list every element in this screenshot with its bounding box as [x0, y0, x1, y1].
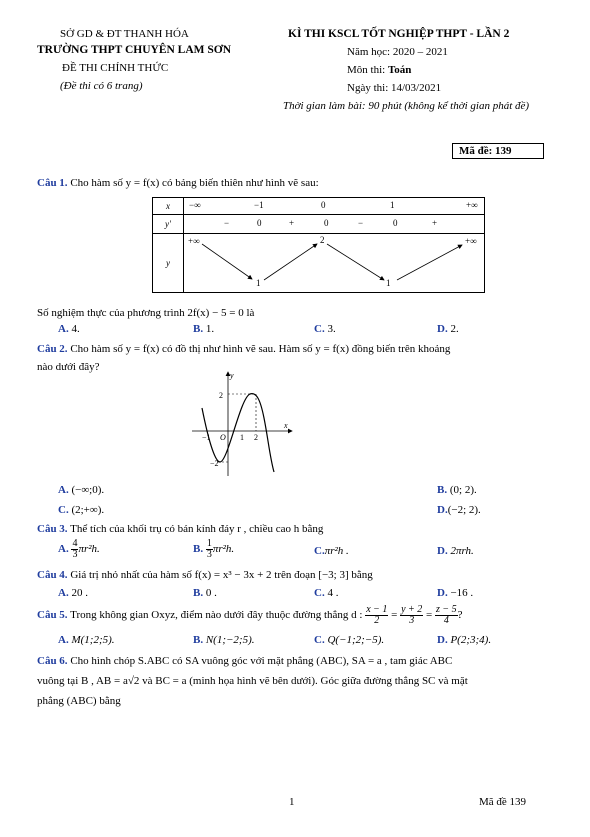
vt-x-2: −1 — [254, 200, 264, 210]
q1-stem: Câu 1. Cho hàm số y = f(x) có bảng biến thiên như hình vẽ sau: — [37, 177, 319, 189]
vt-sign-5: − — [358, 218, 364, 228]
q3-option-b[interactable]: B. $\frac{1}{3}$ πr²h. — [193, 538, 235, 560]
vt-x-label: x — [153, 198, 184, 215]
q5-option-c[interactable]: C. Q(−1;2;−5). — [314, 634, 385, 646]
vt-x-4: 1 — [390, 200, 395, 210]
vt-yp-label: y' — [153, 215, 184, 234]
vt-sign-3: + — [289, 218, 295, 228]
q2-option-c[interactable]: C. (2;+∞). — [58, 504, 105, 516]
vt-sign-1: − — [224, 218, 230, 228]
q1-option-b[interactable]: B. 1. — [193, 323, 215, 335]
graph-tick-ym2: −2 — [210, 459, 219, 468]
q1-option-d[interactable]: D. 2. — [437, 323, 459, 335]
q5-option-d[interactable]: D. P(2;3;4). — [437, 634, 492, 646]
q1-option-c[interactable]: C. 3. — [314, 323, 336, 335]
q5-option-b[interactable]: B. N(1;−2;5). — [193, 634, 255, 646]
subject-line: Môn thi: Toán — [347, 64, 412, 76]
q2-option-d[interactable]: D.(−2; 2). — [437, 504, 481, 516]
q1-after: Số nghiệm thực của phương trình 2f(x) − 5 = 0 là — [37, 307, 255, 319]
q4-option-c[interactable]: C. 4 . — [314, 587, 339, 599]
vt-sign-6: 0 — [393, 218, 398, 228]
vt-y-1: +∞ — [188, 236, 200, 246]
q4-option-d[interactable]: D. −16 . — [437, 587, 474, 599]
page-number: 1 — [289, 796, 295, 808]
q4-option-a[interactable]: A. 20 . — [58, 587, 88, 599]
q2-option-a[interactable]: A. (−∞;0). — [58, 484, 105, 496]
vt-x-1: −∞ — [189, 200, 201, 210]
vt-sign-2: 0 — [257, 218, 262, 228]
exam-date: Ngày thi: 14/03/2021 — [347, 82, 442, 94]
q3-option-d[interactable]: D. 2πrh. — [437, 545, 474, 557]
q2-stem-line1: Câu 2. Cho hàm số y = f(x) có đồ thị như hình vẽ sau. Hàm số y = f(x) đồng biến trên khoảng — [37, 343, 451, 355]
q3-stem: Câu 3. Thể tích của khối trụ có bán kính đáy r , chiều cao h bằng — [37, 523, 324, 535]
q6-line3: phẳng (ABC) bằng — [37, 695, 121, 707]
graph-tick-y2: 2 — [219, 391, 223, 400]
vt-y-2: 1 — [256, 278, 261, 288]
footer-exam-code: Mã đề 139 — [479, 796, 527, 808]
vt-y-label: y — [153, 234, 184, 293]
pages-note: (Đề thi có 6 trang) — [60, 80, 143, 92]
q4-stem: Câu 4. Giá trị nhỏ nhất của hàm số f(x) = x³ − 3x + 2 trên đoạn [−3; 3] bằng — [37, 569, 373, 581]
vt-x-3: 0 — [321, 200, 326, 210]
q6-line1: Câu 6. Cho hình chóp S.ABC có SA vuông góc với mặt phẳng (ABC), SA = a , tam giác ABC — [37, 655, 453, 667]
q3-option-c[interactable]: C.πr²h . — [314, 545, 349, 557]
graph-tick-x1: 1 — [240, 433, 244, 442]
graph-origin: O — [220, 433, 226, 442]
exam-code-box: Mã đề: 139 — [452, 143, 544, 159]
function-graph — [188, 368, 298, 480]
exam-title: KÌ THI KSCL TỐT NGHIỆP THPT - LẦN 2 — [288, 28, 510, 40]
official-label: ĐỀ THI CHÍNH THỨC — [62, 62, 169, 74]
graph-x-label: x — [284, 421, 288, 430]
variation-table — [152, 197, 485, 293]
q2-option-b[interactable]: B. (0; 2). — [437, 484, 477, 496]
q5-stem: Câu 5. Trong không gian Oxyz, điểm nào dưới đây thuộc đường thẳng d : $\frac{x - 1}{2}$ = $\frac{y + 2}{3}$ = $\frac{z - 5}{4}$ ? — [37, 604, 463, 626]
dept-name: SỞ GD & ĐT THANH HÓA — [60, 28, 189, 40]
q1-option-a[interactable]: A. 4. — [58, 323, 80, 335]
graph-tick-xm1: −1 — [202, 433, 211, 442]
vt-y-5: +∞ — [465, 236, 477, 246]
vt-sign-7: + — [432, 218, 438, 228]
time-note: Thời gian làm bài: 90 phút (không kể thời gian phát đề) — [283, 100, 530, 112]
q5-option-a[interactable]: A. M(1;2;5). — [58, 634, 115, 646]
vt-y-4: 1 — [386, 278, 391, 288]
school-year: Năm học: 2020 – 2021 — [347, 46, 448, 58]
graph-tick-x2: 2 — [254, 433, 258, 442]
q2-stem-line2: nào dưới đây? — [37, 361, 100, 373]
q4-option-b[interactable]: B. 0 . — [193, 587, 217, 599]
vt-arrows — [184, 234, 487, 292]
q3-option-a[interactable]: A. $\frac{4}{3}$ πr²h. — [58, 538, 100, 560]
vt-y-3: 2 — [320, 235, 325, 245]
school-name: TRƯỜNG THPT CHUYÊN LAM SƠN — [37, 44, 232, 56]
graph-y-label: y — [230, 371, 234, 380]
vt-sign-4: 0 — [324, 218, 329, 228]
vt-x-5: +∞ — [466, 200, 478, 210]
q6-line2: vuông tại B , AB = a√2 và BC = a (minh họa hình vẽ bên dưới). Góc giữa đường thẳng SC và mặt — [37, 675, 468, 687]
